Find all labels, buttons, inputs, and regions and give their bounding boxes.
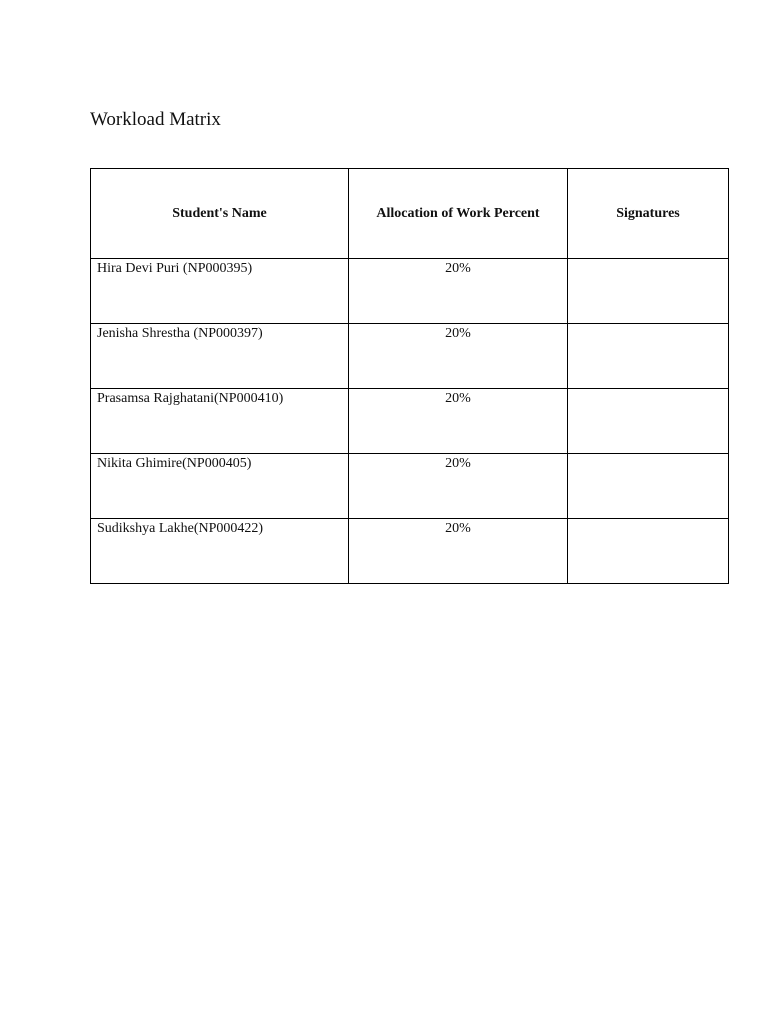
- table-header-row: [91, 169, 729, 259]
- student-name-cell: Nikita Ghimire(NP000405): [91, 454, 349, 519]
- table-row: [91, 389, 729, 454]
- header-signatures: Signatures: [568, 169, 729, 259]
- student-name-cell: Prasamsa Rajghatani(NP000410): [91, 389, 349, 454]
- allocation-cell: 20%: [349, 259, 568, 324]
- signature-cell: [568, 519, 729, 584]
- table-row: [91, 454, 729, 519]
- page-title: Workload Matrix: [90, 109, 221, 130]
- allocation-cell: 20%: [349, 389, 568, 454]
- table-row: [91, 324, 729, 389]
- signature-cell: [568, 324, 729, 389]
- student-name-cell: Jenisha Shrestha (NP000397): [91, 324, 349, 389]
- signature-cell: [568, 389, 729, 454]
- signature-cell: [568, 454, 729, 519]
- header-student-name: Student's Name: [91, 169, 349, 259]
- student-name-cell: Sudikshya Lakhe(NP000422): [91, 519, 349, 584]
- student-name-cell: Hira Devi Puri (NP000395): [91, 259, 349, 324]
- table-row: [91, 519, 729, 584]
- signature-cell: [568, 259, 729, 324]
- allocation-cell: 20%: [349, 454, 568, 519]
- header-allocation: Allocation of Work Percent: [349, 169, 568, 259]
- allocation-cell: 20%: [349, 324, 568, 389]
- table-row: [91, 259, 729, 324]
- allocation-cell: 20%: [349, 519, 568, 584]
- workload-table: [90, 168, 729, 584]
